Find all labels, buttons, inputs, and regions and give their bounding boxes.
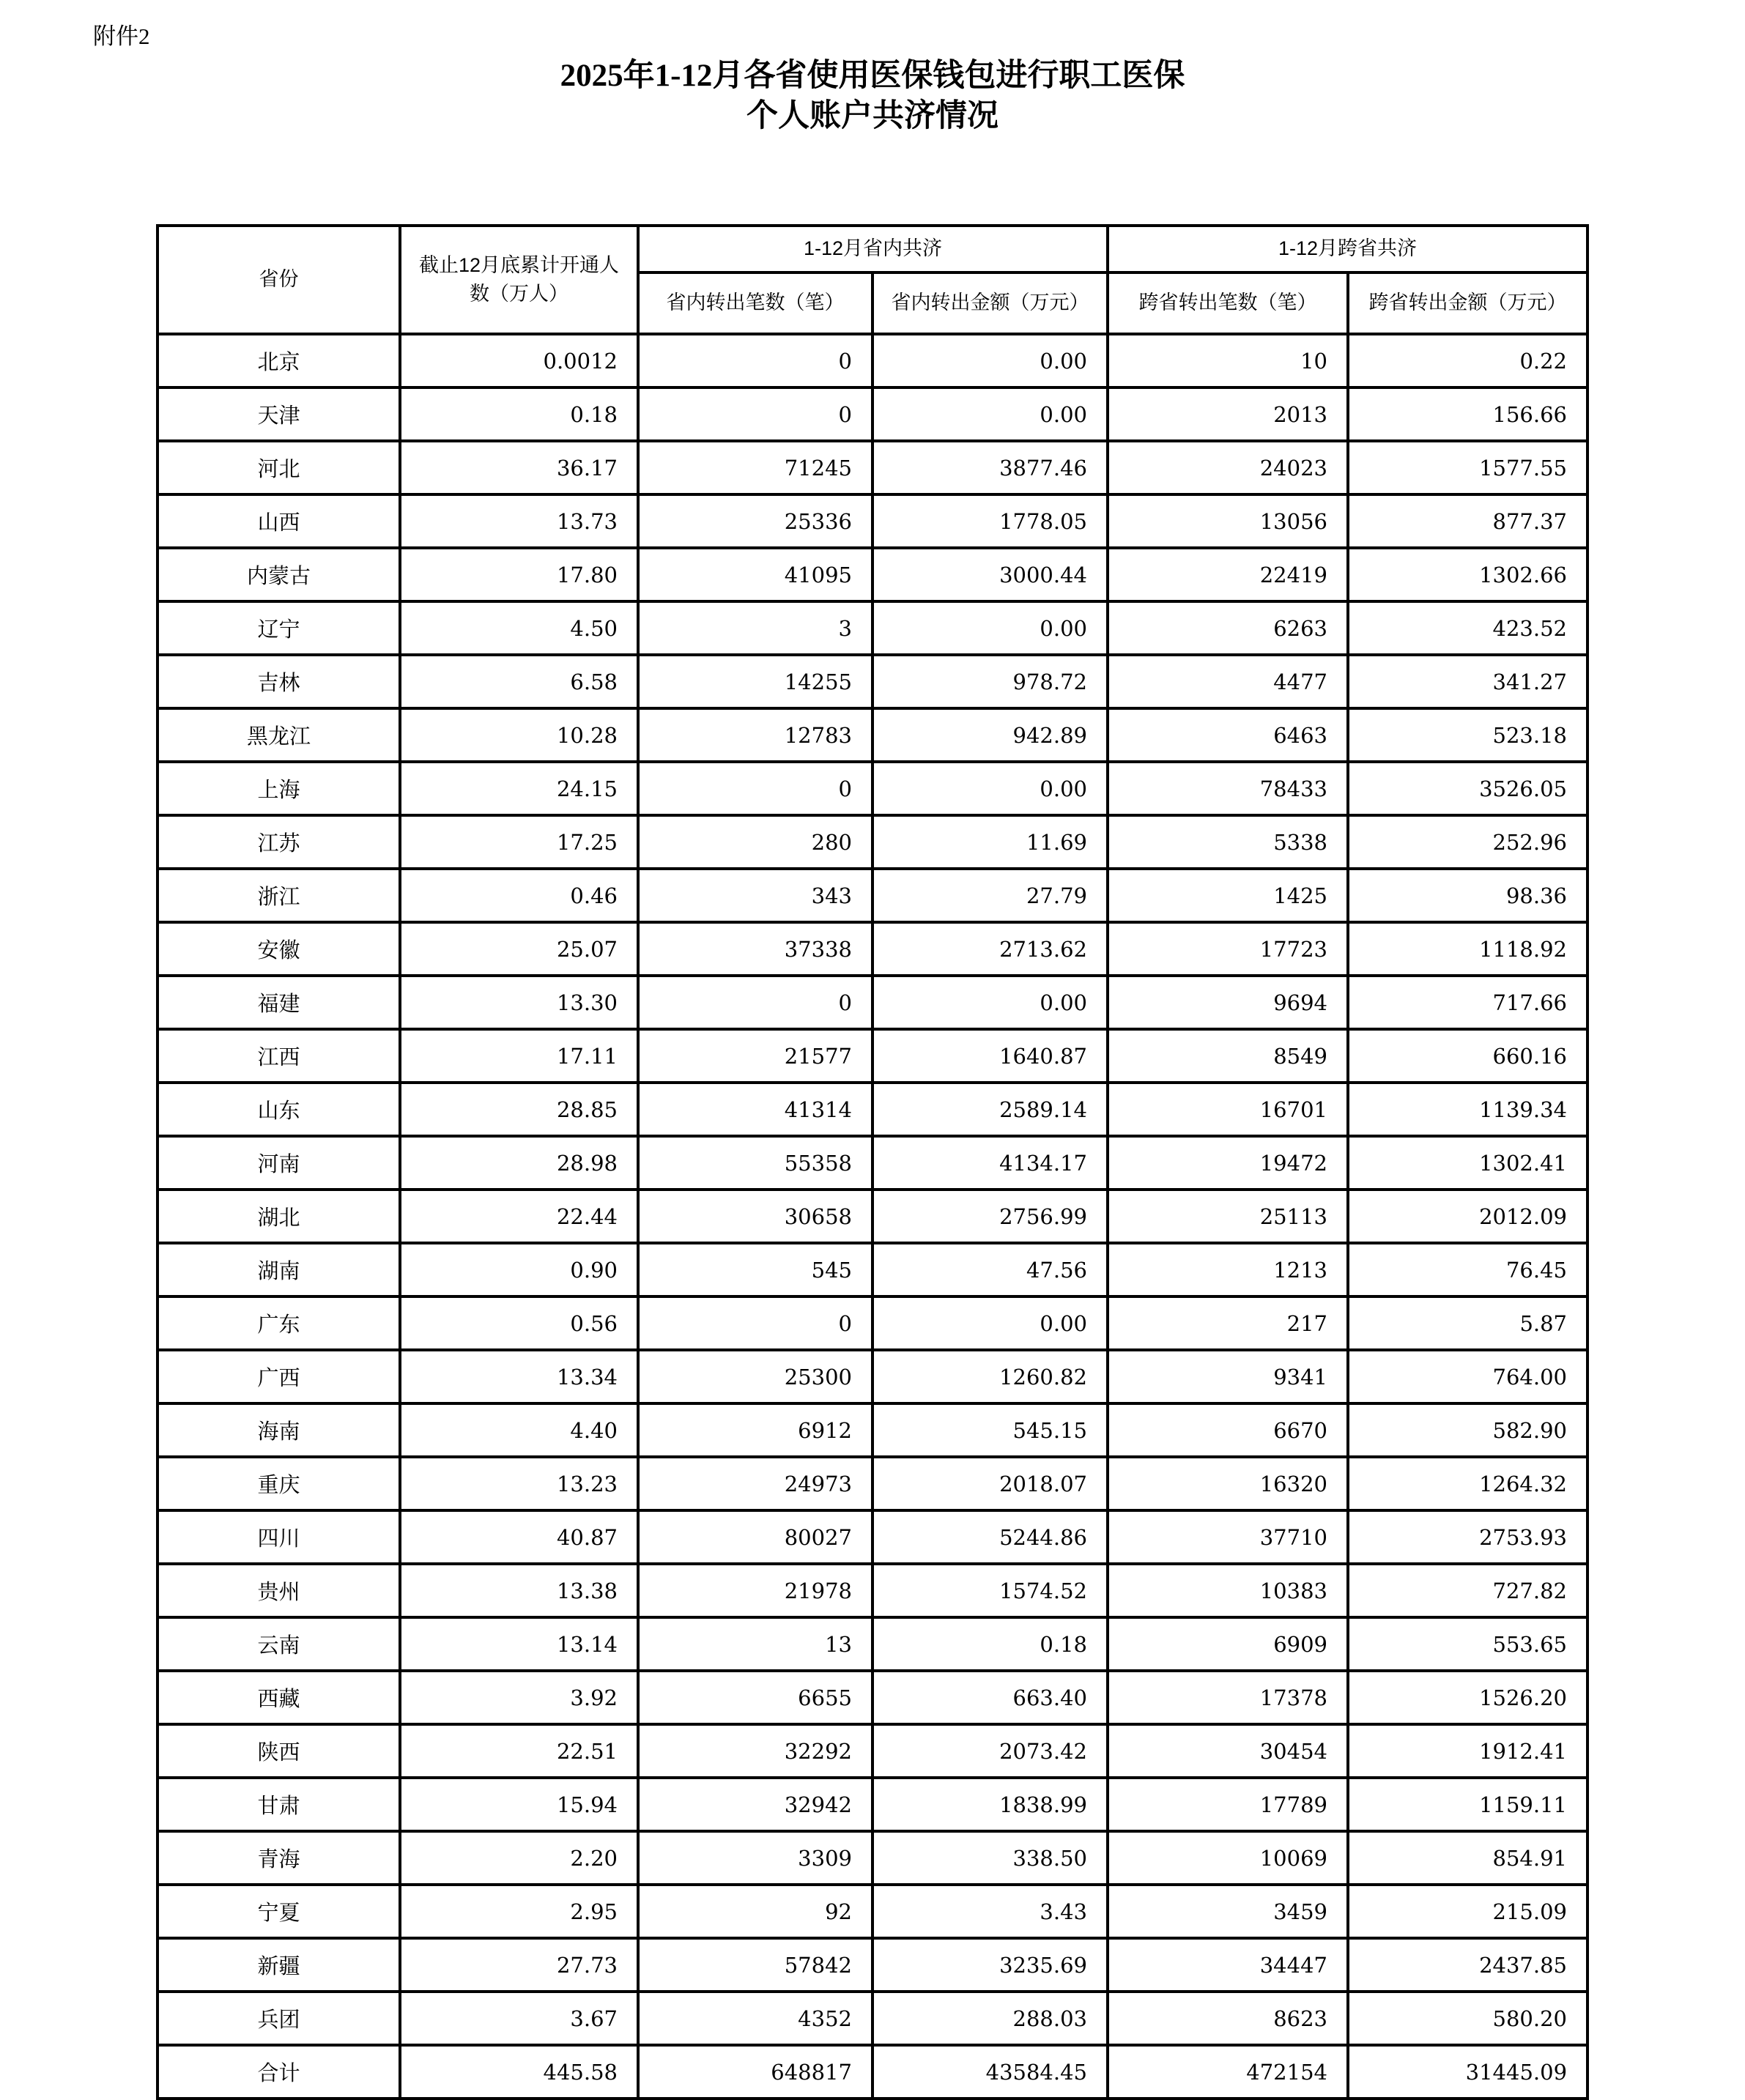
table-row <box>158 1457 1587 1510</box>
value-cell: 280 <box>638 815 872 869</box>
table-row <box>158 976 1587 1029</box>
table-row <box>158 1190 1587 1243</box>
value-cell: 30454 <box>1108 1724 1348 1778</box>
value-cell: 40.87 <box>400 1510 638 1564</box>
value-cell: 13.14 <box>400 1617 638 1671</box>
province-cell: 浙江 <box>158 869 400 922</box>
value-cell: 37710 <box>1108 1510 1348 1564</box>
table-row <box>158 1083 1587 1136</box>
value-cell: 25.07 <box>400 922 638 976</box>
province-cell: 北京 <box>158 334 400 387</box>
value-cell: 3.43 <box>872 1885 1108 1938</box>
province-cell: 广东 <box>158 1296 400 1350</box>
value-cell: 15.94 <box>400 1778 638 1831</box>
value-cell: 10383 <box>1108 1564 1348 1617</box>
value-cell: 21978 <box>638 1564 872 1617</box>
value-cell: 9341 <box>1108 1350 1348 1403</box>
value-cell: 17723 <box>1108 922 1348 976</box>
value-cell: 17.11 <box>400 1029 638 1083</box>
value-cell: 0.90 <box>400 1243 638 1296</box>
value-cell: 12783 <box>638 708 872 762</box>
province-cell: 江西 <box>158 1029 400 1083</box>
value-cell: 764.00 <box>1348 1350 1587 1403</box>
value-cell: 4.50 <box>400 601 638 655</box>
value-cell: 22.44 <box>400 1190 638 1243</box>
value-cell: 22.51 <box>400 1724 638 1778</box>
value-cell: 6912 <box>638 1403 872 1457</box>
value-cell: 1640.87 <box>872 1029 1108 1083</box>
table-row <box>158 387 1587 441</box>
value-cell: 1260.82 <box>872 1350 1108 1403</box>
value-cell: 341.27 <box>1348 655 1587 708</box>
value-cell: 8549 <box>1108 1029 1348 1083</box>
value-cell: 1264.32 <box>1348 1457 1587 1510</box>
value-cell: 0 <box>638 334 872 387</box>
table-row <box>158 922 1587 976</box>
value-cell: 19472 <box>1108 1136 1348 1190</box>
value-cell: 6670 <box>1108 1403 1348 1457</box>
value-cell: 2713.62 <box>872 922 1108 976</box>
value-cell: 17.25 <box>400 815 638 869</box>
value-cell: 32292 <box>638 1724 872 1778</box>
header-province: 省份 <box>158 226 400 334</box>
value-cell: 80027 <box>638 1510 872 1564</box>
value-cell: 1159.11 <box>1348 1778 1587 1831</box>
value-cell: 2.95 <box>400 1885 638 1938</box>
value-cell: 13.73 <box>400 494 638 548</box>
value-cell: 3.92 <box>400 1671 638 1724</box>
table-row <box>158 548 1587 601</box>
province-cell: 新疆 <box>158 1938 400 1992</box>
value-cell: 0.00 <box>872 976 1108 1029</box>
header-group-row <box>158 226 1587 272</box>
summary-table <box>156 224 1589 2100</box>
value-cell: 98.36 <box>1348 869 1587 922</box>
value-cell: 76.45 <box>1348 1243 1587 1296</box>
value-cell: 14255 <box>638 655 872 708</box>
value-cell: 31445.09 <box>1348 2045 1587 2099</box>
value-cell: 5.87 <box>1348 1296 1587 1350</box>
province-cell: 湖北 <box>158 1190 400 1243</box>
table-row <box>158 1724 1587 1778</box>
value-cell: 1139.34 <box>1348 1083 1587 1136</box>
value-cell: 17378 <box>1108 1671 1348 1724</box>
value-cell: 1213 <box>1108 1243 1348 1296</box>
table-row <box>158 1831 1587 1885</box>
value-cell: 13 <box>638 1617 872 1671</box>
table-row <box>158 1885 1587 1938</box>
value-cell: 1574.52 <box>872 1564 1108 1617</box>
province-cell: 福建 <box>158 976 400 1029</box>
value-cell: 580.20 <box>1348 1992 1587 2045</box>
value-cell: 13.38 <box>400 1564 638 1617</box>
value-cell: 11.69 <box>872 815 1108 869</box>
value-cell: 25113 <box>1108 1190 1348 1243</box>
table-total-row <box>158 2045 1587 2099</box>
value-cell: 36.17 <box>400 441 638 494</box>
value-cell: 582.90 <box>1348 1403 1587 1457</box>
value-cell: 472154 <box>1108 2045 1348 2099</box>
value-cell: 0.22 <box>1348 334 1587 387</box>
table-row <box>158 1029 1587 1083</box>
page-title-line1: 2025年1-12月各省使用医保钱包进行职工医保 <box>560 59 1185 93</box>
page-title-line2: 个人账户共济情况 <box>746 99 999 134</box>
province-cell: 甘肃 <box>158 1778 400 1831</box>
value-cell: 8623 <box>1108 1992 1348 2045</box>
header-cross-transfer-amount: 跨省转出金额（万元） <box>1348 272 1587 334</box>
value-cell: 71245 <box>638 441 872 494</box>
header-cross-transfer-count: 跨省转出笔数（笔） <box>1108 272 1348 334</box>
value-cell: 4352 <box>638 1992 872 2045</box>
province-cell: 青海 <box>158 1831 400 1885</box>
value-cell: 523.18 <box>1348 708 1587 762</box>
value-cell: 1425 <box>1108 869 1348 922</box>
province-cell: 河南 <box>158 1136 400 1190</box>
header-intra-transfer-amount: 省内转出金额（万元） <box>872 272 1108 334</box>
table-row <box>158 1671 1587 1724</box>
value-cell: 3.67 <box>400 1992 638 2045</box>
table-row <box>158 1564 1587 1617</box>
value-cell: 32942 <box>638 1778 872 1831</box>
value-cell: 6463 <box>1108 708 1348 762</box>
table-row <box>158 601 1587 655</box>
attachment-label: 附件2 <box>93 23 150 49</box>
value-cell: 3877.46 <box>872 441 1108 494</box>
province-cell: 合计 <box>158 2045 400 2099</box>
value-cell: 0.18 <box>400 387 638 441</box>
value-cell: 13.23 <box>400 1457 638 1510</box>
value-cell: 3309 <box>638 1831 872 1885</box>
table-row <box>158 1243 1587 1296</box>
header-intra-transfer-count: 省内转出笔数（笔） <box>638 272 872 334</box>
province-cell: 西藏 <box>158 1671 400 1724</box>
value-cell: 24.15 <box>400 762 638 815</box>
province-cell: 四川 <box>158 1510 400 1564</box>
value-cell: 217 <box>1108 1296 1348 1350</box>
value-cell: 43584.45 <box>872 2045 1108 2099</box>
province-cell: 海南 <box>158 1403 400 1457</box>
value-cell: 28.85 <box>400 1083 638 1136</box>
value-cell: 47.56 <box>872 1243 1108 1296</box>
table-row <box>158 1992 1587 2045</box>
value-cell: 343 <box>638 869 872 922</box>
value-cell: 13056 <box>1108 494 1348 548</box>
value-cell: 37338 <box>638 922 872 976</box>
value-cell: 1302.41 <box>1348 1136 1587 1190</box>
province-cell: 上海 <box>158 762 400 815</box>
value-cell: 22419 <box>1108 548 1348 601</box>
value-cell: 1838.99 <box>872 1778 1108 1831</box>
value-cell: 34447 <box>1108 1938 1348 1992</box>
value-cell: 41314 <box>638 1083 872 1136</box>
table-row <box>158 494 1587 548</box>
header-cross-province-group: 1-12月跨省共济 <box>1108 226 1587 272</box>
value-cell: 9694 <box>1108 976 1348 1029</box>
table-row <box>158 1296 1587 1350</box>
table-row <box>158 441 1587 494</box>
value-cell: 0.56 <box>400 1296 638 1350</box>
value-cell: 25336 <box>638 494 872 548</box>
value-cell: 338.50 <box>872 1831 1108 1885</box>
value-cell: 0 <box>638 762 872 815</box>
value-cell: 6909 <box>1108 1617 1348 1671</box>
province-cell: 安徽 <box>158 922 400 976</box>
value-cell: 0.18 <box>872 1617 1108 1671</box>
value-cell: 6.58 <box>400 655 638 708</box>
table-row <box>158 334 1587 387</box>
table-row <box>158 1617 1587 1671</box>
value-cell: 2589.14 <box>872 1083 1108 1136</box>
table-row <box>158 815 1587 869</box>
value-cell: 25300 <box>638 1350 872 1403</box>
value-cell: 717.66 <box>1348 976 1587 1029</box>
value-cell: 545.15 <box>872 1403 1108 1457</box>
page-title <box>0 0 1745 136</box>
value-cell: 10 <box>1108 334 1348 387</box>
value-cell: 2756.99 <box>872 1190 1108 1243</box>
value-cell: 24973 <box>638 1457 872 1510</box>
value-cell: 2437.85 <box>1348 1938 1587 1992</box>
value-cell: 445.58 <box>400 2045 638 2099</box>
value-cell: 13.34 <box>400 1350 638 1403</box>
value-cell: 854.91 <box>1348 1831 1587 1885</box>
value-cell: 1302.66 <box>1348 548 1587 601</box>
value-cell: 877.37 <box>1348 494 1587 548</box>
value-cell: 2073.42 <box>872 1724 1108 1778</box>
value-cell: 41095 <box>638 548 872 601</box>
value-cell: 4134.17 <box>872 1136 1108 1190</box>
value-cell: 10.28 <box>400 708 638 762</box>
value-cell: 3000.44 <box>872 548 1108 601</box>
value-cell: 663.40 <box>872 1671 1108 1724</box>
table-row <box>158 1350 1587 1403</box>
value-cell: 17.80 <box>400 548 638 601</box>
province-cell: 贵州 <box>158 1564 400 1617</box>
province-cell: 江苏 <box>158 815 400 869</box>
value-cell: 0 <box>638 1296 872 1350</box>
value-cell: 942.89 <box>872 708 1108 762</box>
value-cell: 3526.05 <box>1348 762 1587 815</box>
table-header <box>158 226 1587 334</box>
table-row <box>158 762 1587 815</box>
value-cell: 0.00 <box>872 1296 1108 1350</box>
province-cell: 山东 <box>158 1083 400 1136</box>
value-cell: 1577.55 <box>1348 441 1587 494</box>
value-cell: 57842 <box>638 1938 872 1992</box>
value-cell: 30658 <box>638 1190 872 1243</box>
value-cell: 156.66 <box>1348 387 1587 441</box>
value-cell: 3235.69 <box>872 1938 1108 1992</box>
table-row <box>158 708 1587 762</box>
value-cell: 55358 <box>638 1136 872 1190</box>
value-cell: 27.79 <box>872 869 1108 922</box>
value-cell: 252.96 <box>1348 815 1587 869</box>
value-cell: 727.82 <box>1348 1564 1587 1617</box>
province-cell: 重庆 <box>158 1457 400 1510</box>
value-cell: 1118.92 <box>1348 922 1587 976</box>
value-cell: 0.00 <box>872 601 1108 655</box>
value-cell: 78433 <box>1108 762 1348 815</box>
value-cell: 6655 <box>638 1671 872 1724</box>
value-cell: 1526.20 <box>1348 1671 1587 1724</box>
value-cell: 92 <box>638 1885 872 1938</box>
province-cell: 山西 <box>158 494 400 548</box>
value-cell: 648817 <box>638 2045 872 2099</box>
header-intra-province-group: 1-12月省内共济 <box>638 226 1108 272</box>
value-cell: 27.73 <box>400 1938 638 1992</box>
value-cell: 0.00 <box>872 762 1108 815</box>
value-cell: 6263 <box>1108 601 1348 655</box>
province-cell: 湖南 <box>158 1243 400 1296</box>
value-cell: 660.16 <box>1348 1029 1587 1083</box>
value-cell: 2018.07 <box>872 1457 1108 1510</box>
value-cell: 1912.41 <box>1348 1724 1587 1778</box>
province-cell: 陕西 <box>158 1724 400 1778</box>
province-cell: 云南 <box>158 1617 400 1671</box>
table-body <box>158 334 1587 2099</box>
table-row <box>158 1778 1587 1831</box>
value-cell: 423.52 <box>1348 601 1587 655</box>
table-row <box>158 1938 1587 1992</box>
province-cell: 河北 <box>158 441 400 494</box>
value-cell: 24023 <box>1108 441 1348 494</box>
value-cell: 288.03 <box>872 1992 1108 2045</box>
value-cell: 545 <box>638 1243 872 1296</box>
value-cell: 2753.93 <box>1348 1510 1587 1564</box>
value-cell: 0 <box>638 387 872 441</box>
province-cell: 宁夏 <box>158 1885 400 1938</box>
value-cell: 3459 <box>1108 1885 1348 1938</box>
value-cell: 553.65 <box>1348 1617 1587 1671</box>
province-cell: 内蒙古 <box>158 548 400 601</box>
value-cell: 5338 <box>1108 815 1348 869</box>
value-cell: 0.46 <box>400 869 638 922</box>
value-cell: 2012.09 <box>1348 1190 1587 1243</box>
value-cell: 978.72 <box>872 655 1108 708</box>
table-row <box>158 1403 1587 1457</box>
value-cell: 5244.86 <box>872 1510 1108 1564</box>
province-cell: 天津 <box>158 387 400 441</box>
value-cell: 4477 <box>1108 655 1348 708</box>
value-cell: 3 <box>638 601 872 655</box>
table-row <box>158 655 1587 708</box>
value-cell: 0.0012 <box>400 334 638 387</box>
value-cell: 16320 <box>1108 1457 1348 1510</box>
value-cell: 0.00 <box>872 334 1108 387</box>
value-cell: 13.30 <box>400 976 638 1029</box>
province-cell: 黑龙江 <box>158 708 400 762</box>
province-cell: 辽宁 <box>158 601 400 655</box>
value-cell: 1778.05 <box>872 494 1108 548</box>
header-opened-count: 截止12月底累计开通人数（万人） <box>400 226 638 334</box>
table-row <box>158 1136 1587 1190</box>
value-cell: 21577 <box>638 1029 872 1083</box>
value-cell: 2013 <box>1108 387 1348 441</box>
province-cell: 吉林 <box>158 655 400 708</box>
table-row <box>158 1510 1587 1564</box>
province-cell: 兵团 <box>158 1992 400 2045</box>
value-cell: 0.00 <box>872 387 1108 441</box>
value-cell: 28.98 <box>400 1136 638 1190</box>
value-cell: 16701 <box>1108 1083 1348 1136</box>
value-cell: 4.40 <box>400 1403 638 1457</box>
table-row <box>158 869 1587 922</box>
value-cell: 2.20 <box>400 1831 638 1885</box>
value-cell: 17789 <box>1108 1778 1348 1831</box>
value-cell: 10069 <box>1108 1831 1348 1885</box>
value-cell: 215.09 <box>1348 1885 1587 1938</box>
value-cell: 0 <box>638 976 872 1029</box>
province-cell: 广西 <box>158 1350 400 1403</box>
